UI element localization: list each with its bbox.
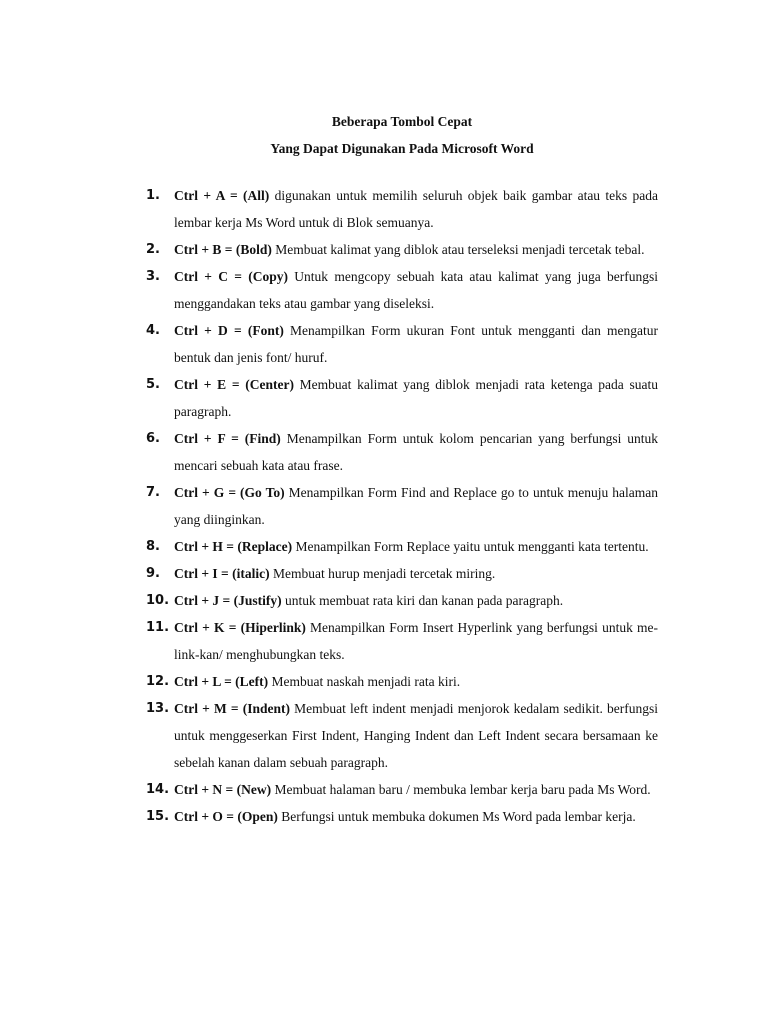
shortcut-key: Ctrl + E = (Center) xyxy=(174,377,294,392)
shortcut-key: Ctrl + N = (New) xyxy=(174,782,272,797)
shortcut-list xyxy=(146,182,658,830)
shortcut-description: Berfungsi untuk membuka dokumen Ms Word pada lembar kerja. xyxy=(277,809,636,824)
shortcut-key: Ctrl + H = (Replace) xyxy=(174,539,293,554)
shortcut-description: Menampilkan Form Find and Replace go to untuk menuju halaman yang diinginkan. xyxy=(174,485,659,527)
shortcut-key: Ctrl + J = (Justify) xyxy=(174,593,282,608)
item-number: 7. xyxy=(146,485,160,500)
shortcut-description: Membuat naskah menjadi rata kiri. xyxy=(268,674,461,689)
shortcut-key: Ctrl + M = (Indent) xyxy=(174,701,290,716)
shortcut-key: Ctrl + F = (Find) xyxy=(174,431,281,446)
item-number: 13. xyxy=(146,701,170,716)
list-item xyxy=(146,668,658,695)
shortcut-key: Ctrl + K = (Hiperlink) xyxy=(174,620,306,635)
list-item xyxy=(146,182,658,236)
title-line-2: Yang Dapat Digunakan Pada Microsoft Word xyxy=(270,141,534,156)
list-item xyxy=(146,614,658,668)
shortcut-key: Ctrl + L = (Left) xyxy=(174,674,269,689)
item-number: 4. xyxy=(146,323,160,338)
shortcut-key: Ctrl + B = (Bold) xyxy=(174,242,272,257)
item-number: 8. xyxy=(146,539,160,554)
shortcut-description: Menampilkan Form Insert Hyperlink yang berfungsi untuk me-link-kan/ menghubungkan teks. xyxy=(174,620,658,662)
list-item xyxy=(146,776,658,803)
list-item xyxy=(146,695,658,776)
item-number: 14. xyxy=(146,782,170,797)
shortcut-key: Ctrl + A = (All) xyxy=(174,188,270,203)
item-number: 12. xyxy=(146,674,170,689)
item-number: 1. xyxy=(146,188,160,203)
title-line-1: Beberapa Tombol Cepat xyxy=(331,114,473,129)
item-number: 5. xyxy=(146,377,160,392)
shortcut-description: digunakan untuk memilih seluruh objek baik gambar atau teks pada lembar kerja Ms Word untuk di Blok semuanya. xyxy=(174,188,658,230)
list-item xyxy=(146,317,658,371)
list-item xyxy=(146,425,658,479)
list-item xyxy=(146,263,658,317)
shortcut-description: Untuk mengcopy sebuah kata atau kalimat yang juga berfungsi menggandakan teks atau gambar yang diseleksi. xyxy=(174,269,658,311)
list-item xyxy=(146,371,658,425)
shortcut-description: Membuat halaman baru / membuka lembar kerja baru pada Ms Word. xyxy=(271,782,651,797)
shortcut-description: Menampilkan Form Replace yaitu untuk mengganti kata tertentu. xyxy=(292,539,649,554)
shortcut-key: Ctrl + I = (italic) xyxy=(174,566,270,581)
item-number: 11. xyxy=(146,620,170,635)
item-number: 10. xyxy=(146,593,170,608)
shortcut-key: Ctrl + D = (Font) xyxy=(174,323,284,338)
shortcut-key: Ctrl + C = (Copy) xyxy=(174,269,289,284)
shortcut-description: Menampilkan Form ukuran Font untuk mengganti dan mengatur bentuk dan jenis font/ huruf. xyxy=(174,323,658,365)
list-item xyxy=(146,587,658,614)
item-number: 2. xyxy=(146,242,160,257)
shortcut-description: Membuat hurup menjadi tercetak miring. xyxy=(269,566,496,581)
list-item xyxy=(146,533,658,560)
shortcut-key: Ctrl + O = (Open) xyxy=(174,809,278,824)
shortcut-description: untuk membuat rata kiri dan kanan pada paragraph. xyxy=(281,593,564,608)
shortcut-description: Membuat kalimat yang diblok atau terseleksi menjadi tercetak tebal. xyxy=(271,242,645,257)
shortcut-key: Ctrl + G = (Go To) xyxy=(174,485,285,500)
list-item xyxy=(146,479,658,533)
shortcut-description: Membuat left indent menjadi menjorok kedalam sedikit. berfungsi untuk menggeserkan First Indent, Hanging Indent dan Left Indent secara bersamaan ke sebelah kanan dalam sebuah paragraph. xyxy=(174,701,658,770)
item-number: 3. xyxy=(146,269,160,284)
shortcut-description: Membuat kalimat yang diblok menjadi rata ketenga pada suatu paragraph. xyxy=(174,377,658,419)
item-number: 15. xyxy=(146,809,170,824)
item-number: 6. xyxy=(146,431,160,446)
list-item xyxy=(146,803,658,830)
list-item xyxy=(146,560,658,587)
list-item xyxy=(146,236,658,263)
document-title xyxy=(0,108,768,162)
item-number: 9. xyxy=(146,566,160,581)
shortcut-description: Menampilkan Form untuk kolom pencarian yang berfungsi untuk mencari sebuah kata atau frase. xyxy=(174,431,659,473)
